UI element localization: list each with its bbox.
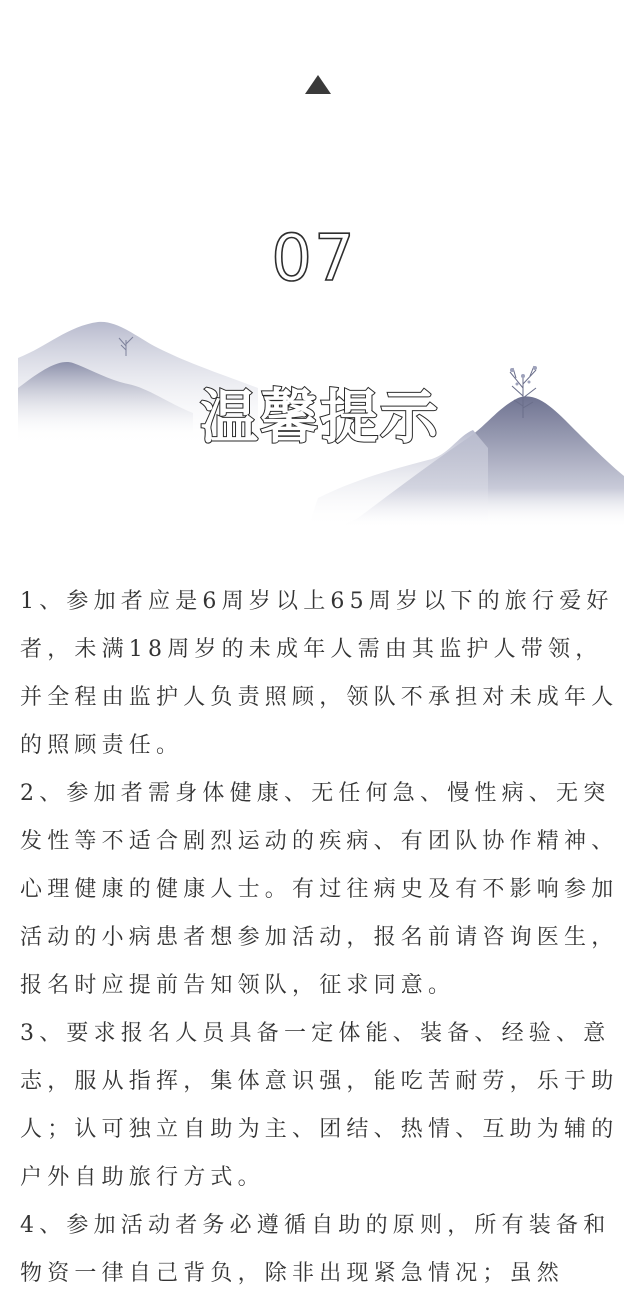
section-number: 07 [271, 222, 357, 296]
section-title: 温馨提示 [199, 383, 440, 451]
scroll-up-triangle-icon[interactable] [305, 75, 331, 94]
tip-paragraph-3: 3、要求报名人员具备一定体能、装备、经验、意志，服从指挥，集体意识强，能吃苦耐劳，乐于助人；认可独立自助为主、团结、热情、互助为辅的户外自助旅行方式。 [20, 1021, 619, 1190]
tip-paragraph-4: 4、参加活动者务必遵循自助的原则，所有装备和物资一律自己背负，除非出现紧急情况；虽然 [20, 1213, 611, 1286]
tips-content [20, 578, 622, 1298]
tip-paragraph-1: 1、参加者应是6周岁以上65周岁以下的旅行爱好者，未满18周岁的未成年人需由其监护人带领，并全程由监护人负责照顾，领队不承担对未成年人的照顾责任。 [20, 589, 619, 758]
tip-paragraph-2: 2、参加者需身体健康、无任何急、慢性病、无突发性等不适合剧烈运动的疾病、有团队协作精神、心理健康的健康人士。有过往病史及有不影响参加活动的小病患者想参加活动，报名前请咨询医生，报名时应提前告知领队，征求同意。 [20, 781, 619, 998]
